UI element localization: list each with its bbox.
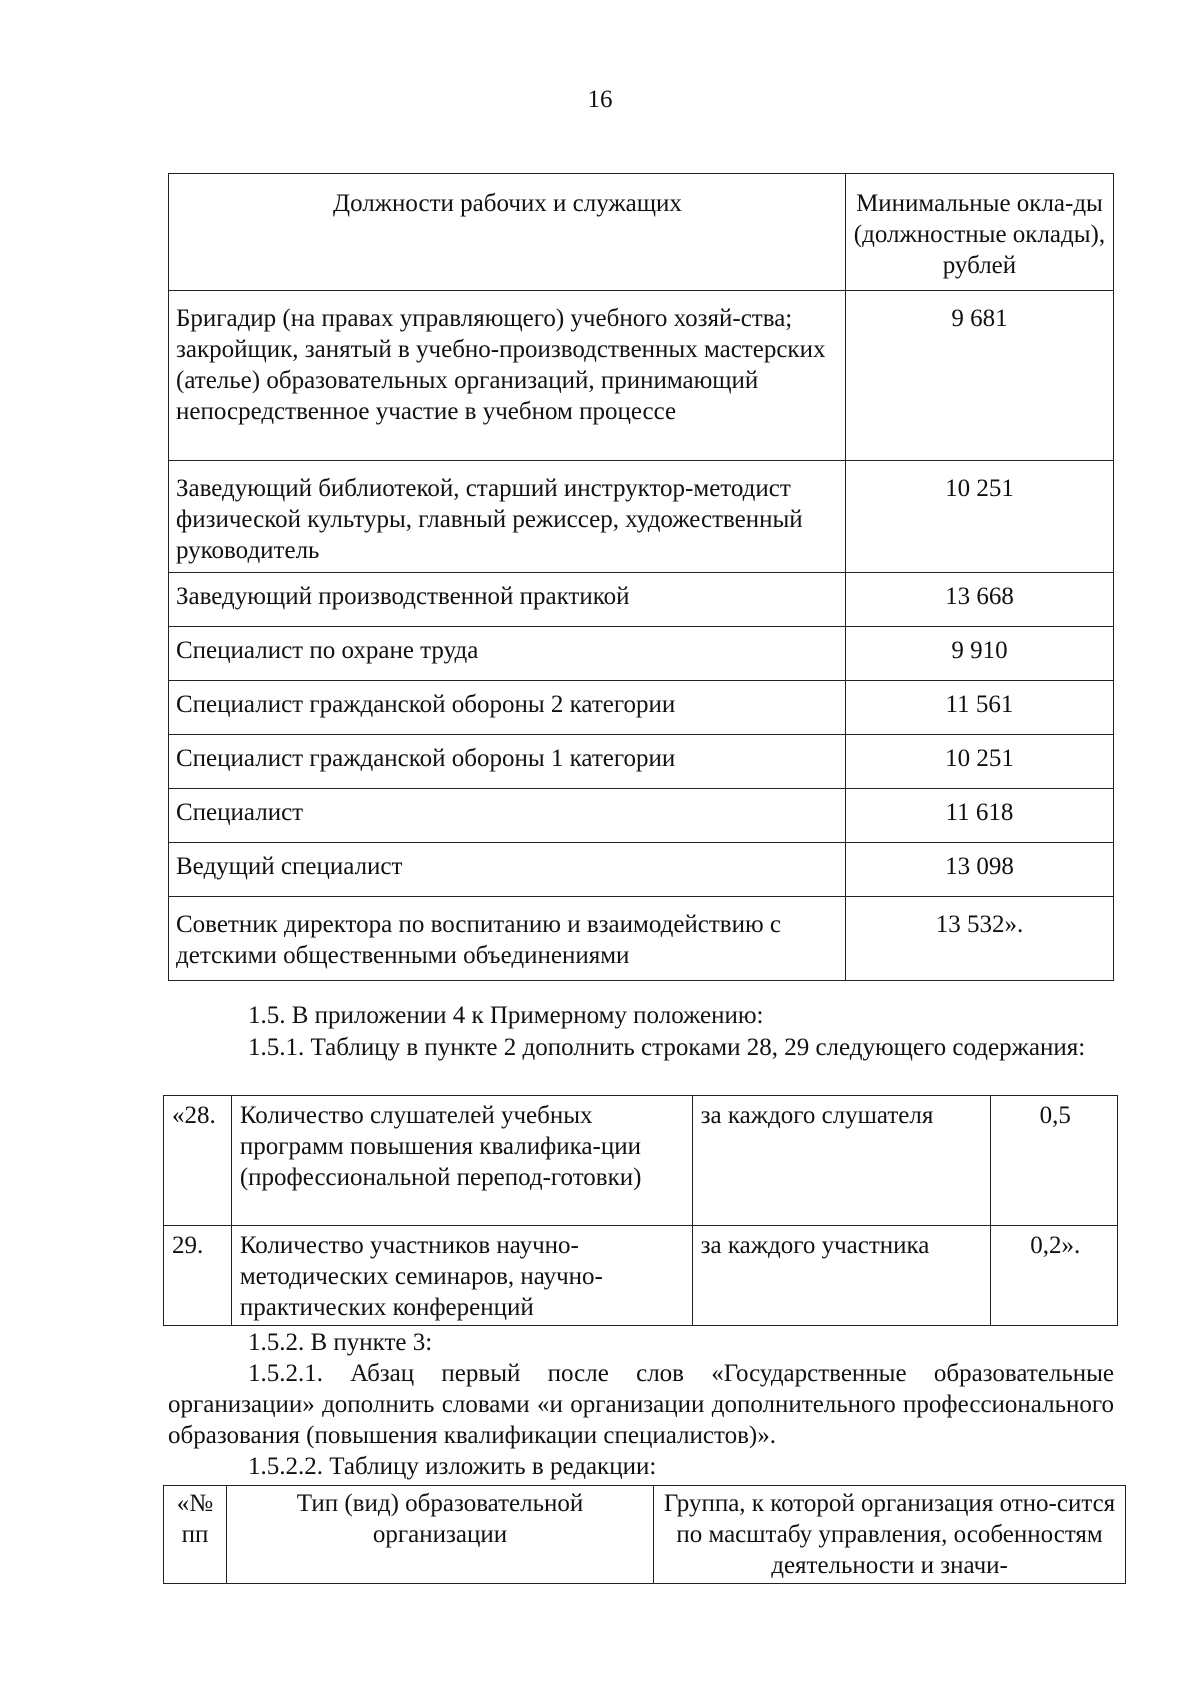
salary-table xyxy=(168,173,1114,981)
salary-cell: 13 668 xyxy=(845,573,1113,627)
position-cell: Бригадир (на правах управляющего) учебного хозяй-ства; закройщик, занятый в учебно-производственных мастерских (ателье) образовательных организаций, принимающий непосредственное участие в учебном процессе xyxy=(169,291,846,461)
table-row xyxy=(164,1486,1126,1584)
table-row xyxy=(169,461,1114,573)
table-row xyxy=(169,627,1114,681)
header-number: «№ пп xyxy=(164,1486,227,1584)
position-cell: Специалист гражданской обороны 1 категории xyxy=(169,735,846,789)
position-cell: Ведущий специалист xyxy=(169,843,846,897)
position-cell: Заведующий производственной практикой xyxy=(169,573,846,627)
salary-cell: 10 251 xyxy=(845,735,1113,789)
position-cell: Советник директора по воспитанию и взаимодействию с детскими общественными объединениями xyxy=(169,897,846,981)
page-number: 16 xyxy=(587,86,613,113)
table-row xyxy=(169,843,1114,897)
header-position: Должности рабочих и служащих xyxy=(169,174,846,291)
row-number-cell: «28. xyxy=(164,1096,232,1226)
header-organization-type: Тип (вид) образовательной организации xyxy=(226,1486,653,1584)
table-row xyxy=(164,1226,1118,1326)
condition-cell: за каждого слушателя xyxy=(692,1096,991,1226)
salary-cell: 13 532». xyxy=(845,897,1113,981)
salary-cell: 10 251 xyxy=(845,461,1113,573)
table-row xyxy=(169,291,1114,461)
organization-groups-table xyxy=(163,1485,1126,1584)
salary-cell: 9 681 xyxy=(845,291,1113,461)
salary-cell: 9 910 xyxy=(845,627,1113,681)
salary-cell: 11 618 xyxy=(845,789,1113,843)
salary-cell: 11 561 xyxy=(845,681,1113,735)
table-row xyxy=(169,897,1114,981)
table-row xyxy=(164,1096,1118,1226)
header-salary: Минимальные окла-ды (должностные оклады), рублей xyxy=(845,174,1113,291)
position-cell: Специалист xyxy=(169,789,846,843)
paragraph-1-5-2: 1.5.2. В пункте 3: xyxy=(248,1329,433,1356)
paragraph-1-5: 1.5. В приложении 4 к Примерному положению: xyxy=(248,1002,764,1029)
indicator-cell: Количество участников научно-методических семинаров, научно-практических конференций xyxy=(231,1226,692,1326)
points-cell: 0,5 xyxy=(991,1096,1118,1226)
indicators-table xyxy=(163,1095,1118,1326)
table-row xyxy=(169,735,1114,789)
position-cell: Заведующий библиотекой, старший инструктор-методист физической культуры, главный режиссер, художественный руководитель xyxy=(169,461,846,573)
table-row xyxy=(169,681,1114,735)
header-group: Группа, к которой организация отно-сится по масштабу управления, особенностям деятельности и значи- xyxy=(654,1486,1126,1584)
salary-cell: 13 098 xyxy=(845,843,1113,897)
table-row xyxy=(169,789,1114,843)
indicator-cell: Количество слушателей учебных программ повышения квалифика-ции (профессиональной перепод-готовки) xyxy=(231,1096,692,1226)
table-row xyxy=(169,573,1114,627)
position-cell: Специалист гражданской обороны 2 категории xyxy=(169,681,846,735)
salary-table-header xyxy=(169,174,1114,291)
points-cell: 0,2». xyxy=(991,1226,1118,1326)
paragraph-1-5-2-1: 1.5.2.1. Абзац первый после слов «Государственные образовательные организации» дополнить словами «и организации дополнительного профессионального образования (повышения квалификации специалистов)». xyxy=(168,1360,1114,1449)
position-cell: Специалист по охране труда xyxy=(169,627,846,681)
row-number-cell: 29. xyxy=(164,1226,232,1326)
paragraph-1-5-1: 1.5.1. Таблицу в пункте 2 дополнить строками 28, 29 следующего содержания: xyxy=(248,1034,1086,1061)
paragraph-1-5-2-2: 1.5.2.2. Таблицу изложить в редакции: xyxy=(248,1453,657,1480)
condition-cell: за каждого участника xyxy=(692,1226,991,1326)
